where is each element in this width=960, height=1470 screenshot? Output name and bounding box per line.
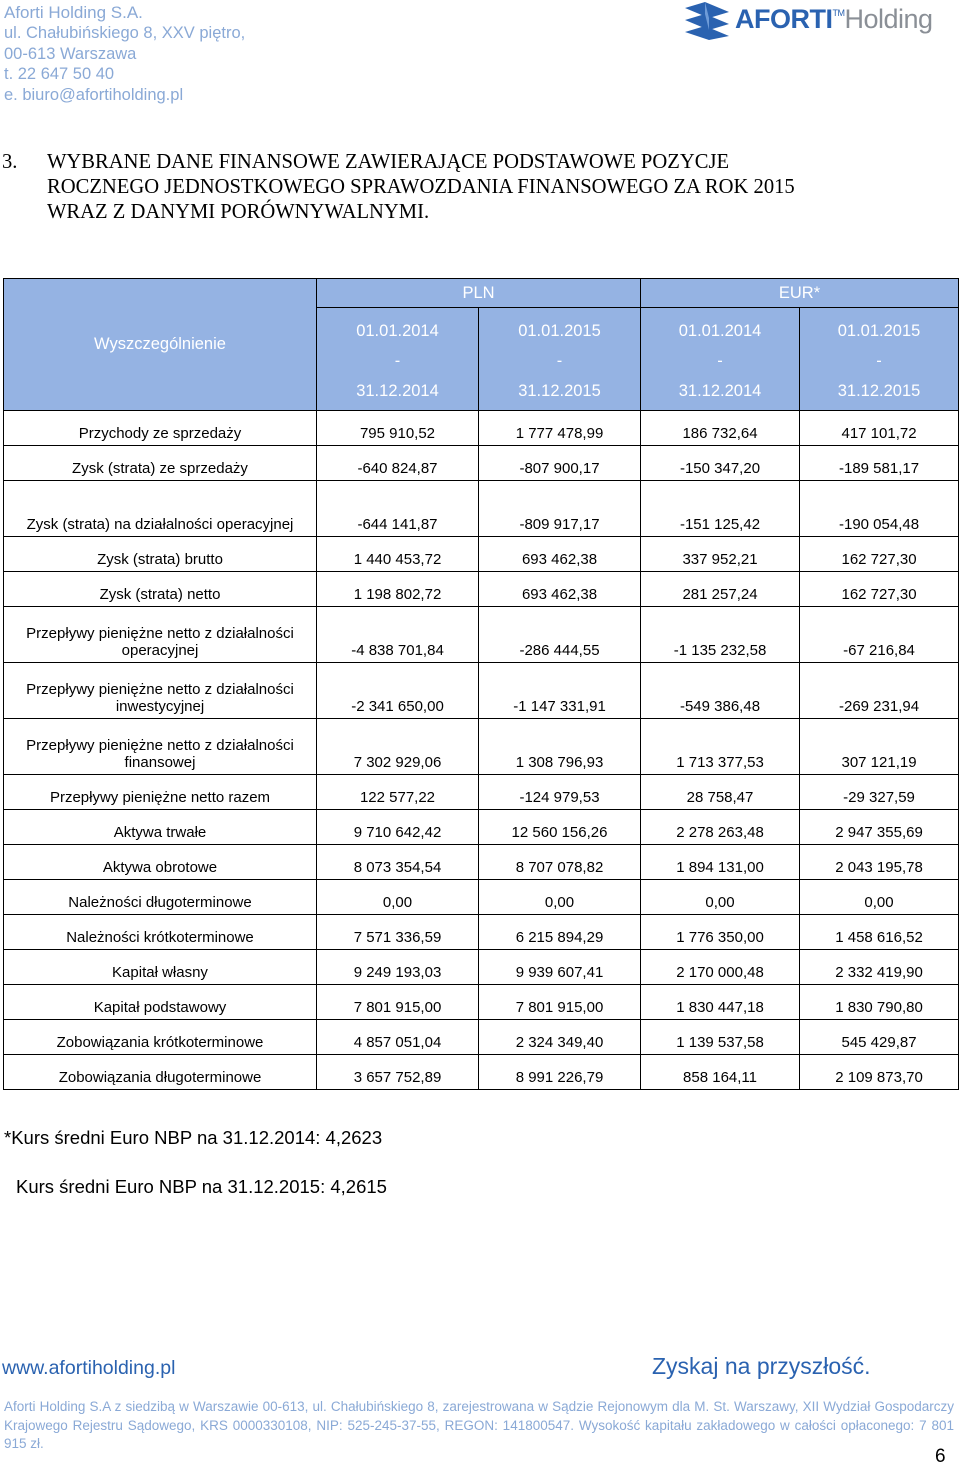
table-cell: -549 386,48 bbox=[641, 663, 800, 719]
table-cell: -644 141,87 bbox=[317, 481, 479, 537]
company-phone: t. 22 647 50 40 bbox=[4, 65, 115, 83]
column-header-period bbox=[800, 308, 959, 411]
table-cell: 8 991 226,79 bbox=[479, 1055, 641, 1090]
logo-mark-icon bbox=[683, 0, 731, 40]
row-label: Zysk (strata) ze sprzedaży bbox=[4, 446, 317, 481]
row-label: Kapitał własny bbox=[4, 950, 317, 985]
row-label: Zobowiązania długoterminowe bbox=[4, 1055, 317, 1090]
section-number: 3. bbox=[2, 151, 18, 173]
row-label: Kapitał podstawowy bbox=[4, 985, 317, 1020]
exchange-rate-note-2014: *Kurs średni Euro NBP na 31.12.2014: 4,2623 bbox=[4, 1127, 383, 1148]
table-cell: 0,00 bbox=[479, 880, 641, 915]
logo-brand: AFORTI bbox=[735, 4, 833, 34]
table-cell: 1 776 350,00 bbox=[641, 915, 800, 950]
table-cell: 1 139 537,58 bbox=[641, 1020, 800, 1055]
row-label: Przepływy pieniężne netto z działalności operacyjnej bbox=[4, 607, 317, 663]
row-label: Należności długoterminowe bbox=[4, 880, 317, 915]
table-cell: 2 332 419,90 bbox=[800, 950, 959, 985]
section-title: WYBRANE DANE FINANSOWE ZAWIERAJĄCE PODSTAWOWE POZYCJE ROCZNEGO JEDNOSTKOWEGO SPRAWOZDANIA FINANSOWEGO ZA ROK 2015 WRAZ Z DANYMI PORÓWNYWALNYMI. bbox=[47, 151, 795, 223]
aforti-logo bbox=[683, 0, 953, 40]
table-header-currency-row bbox=[4, 279, 959, 308]
table-cell: 693 462,38 bbox=[479, 572, 641, 607]
table-cell: 9 710 642,42 bbox=[317, 810, 479, 845]
table-cell: -29 327,59 bbox=[800, 775, 959, 810]
table-cell: -640 824,87 bbox=[317, 446, 479, 481]
table-row bbox=[4, 1055, 959, 1090]
row-label: Przepływy pieniężne netto z działalności finansowej bbox=[4, 719, 317, 775]
table-cell: 1 198 802,72 bbox=[317, 572, 479, 607]
row-label: Przepływy pieniężne netto z działalności inwestycyjnej bbox=[4, 663, 317, 719]
table-cell: 7 801 915,00 bbox=[317, 985, 479, 1020]
table-cell: 2 109 873,70 bbox=[800, 1055, 959, 1090]
column-header-period bbox=[641, 308, 800, 411]
row-label: Zysk (strata) brutto bbox=[4, 537, 317, 572]
footer-website-link[interactable]: www.afortiholding.pl bbox=[2, 1357, 176, 1379]
table-row bbox=[4, 775, 959, 810]
table-cell: 122 577,22 bbox=[317, 775, 479, 810]
period-from: 01.01.2014 bbox=[356, 322, 439, 340]
table-cell: 1 894 131,00 bbox=[641, 845, 800, 880]
table-row bbox=[4, 663, 959, 719]
table-cell: 12 560 156,26 bbox=[479, 810, 641, 845]
row-label: Aktywa obrotowe bbox=[4, 845, 317, 880]
table-cell: 162 727,30 bbox=[800, 572, 959, 607]
company-address-line2: 00-613 Warszawa bbox=[4, 44, 137, 63]
table-cell: 2 324 349,40 bbox=[479, 1020, 641, 1055]
table-cell: 6 215 894,29 bbox=[479, 915, 641, 950]
table-cell: 417 101,72 bbox=[800, 411, 959, 446]
period-from: 01.01.2015 bbox=[837, 322, 921, 340]
table-cell: -2 341 650,00 bbox=[317, 663, 479, 719]
table-cell: -1 147 331,91 bbox=[479, 663, 641, 719]
table-cell: 8 707 078,82 bbox=[479, 845, 641, 880]
logo-trademark: TM bbox=[832, 8, 845, 18]
logo-wordmark bbox=[735, 4, 933, 35]
column-header-spec: Wyszczególnienie bbox=[4, 279, 317, 411]
financial-data-table bbox=[3, 278, 959, 1090]
footer-legal-text: Aforti Holding S.A z siedzibą w Warszawie 00-613, ul. Chałubińskiego 8, zarejestrowana w Sądzie Rejonowym dla M. St. Warszawy, XII Wydział Gospodarczy Krajowego Rejestru Sądowego, KRS 0000330108, NIP: 525-245-37-55, REGON: 141800547. Wysokość kapitału zakładowego w całości opłaconego: 7 801 915 zł. bbox=[4, 1399, 954, 1451]
table-cell: 162 727,30 bbox=[800, 537, 959, 572]
period-from: 01.01.2015 bbox=[518, 322, 601, 340]
table-cell: 693 462,38 bbox=[479, 537, 641, 572]
column-header-pln: PLN bbox=[317, 279, 641, 308]
table-cell: 858 164,11 bbox=[641, 1055, 800, 1090]
table-cell: 28 758,47 bbox=[641, 775, 800, 810]
table-cell: 7 302 929,06 bbox=[317, 719, 479, 775]
table-cell: -150 347,20 bbox=[641, 446, 800, 481]
column-header-period bbox=[479, 308, 641, 411]
row-label: Przepływy pieniężne netto razem bbox=[4, 775, 317, 810]
table-row bbox=[4, 880, 959, 915]
row-label: Zysk (strata) netto bbox=[4, 572, 317, 607]
table-cell: 8 073 354,54 bbox=[317, 845, 479, 880]
table-row bbox=[4, 719, 959, 775]
logo-suffix: Holding bbox=[844, 4, 933, 34]
table-cell: 1 713 377,53 bbox=[641, 719, 800, 775]
page-number: 6 bbox=[935, 1446, 946, 1467]
table-cell: -190 054,48 bbox=[800, 481, 959, 537]
period-to: 31.12.2015 bbox=[518, 382, 601, 400]
company-name: Aforti Holding S.A. bbox=[4, 3, 143, 22]
table-row bbox=[4, 607, 959, 663]
column-header-period bbox=[317, 308, 479, 411]
table-cell: 186 732,64 bbox=[641, 411, 800, 446]
table-cell: -124 979,53 bbox=[479, 775, 641, 810]
table-row bbox=[4, 810, 959, 845]
table-row bbox=[4, 845, 959, 880]
table-cell: -809 917,17 bbox=[479, 481, 641, 537]
table-cell: 7 571 336,59 bbox=[317, 915, 479, 950]
table-cell: 2 170 000,48 bbox=[641, 950, 800, 985]
period-separator: - bbox=[876, 352, 882, 370]
period-separator: - bbox=[556, 352, 563, 370]
table-cell: 0,00 bbox=[317, 880, 479, 915]
table-cell: 2 278 263,48 bbox=[641, 810, 800, 845]
footer-slogan: Zyskaj na przyszłość. bbox=[652, 1353, 871, 1379]
table-cell: 307 121,19 bbox=[800, 719, 959, 775]
table-row bbox=[4, 1020, 959, 1055]
table-cell: 337 952,21 bbox=[641, 537, 800, 572]
table-row bbox=[4, 950, 959, 985]
table-row bbox=[4, 985, 959, 1020]
table-cell: 0,00 bbox=[800, 880, 959, 915]
row-label: Zysk (strata) na działalności operacyjnej bbox=[4, 481, 317, 537]
table-cell: 545 429,87 bbox=[800, 1020, 959, 1055]
period-separator: - bbox=[394, 352, 401, 370]
table-cell: 1 440 453,72 bbox=[317, 537, 479, 572]
table-row bbox=[4, 915, 959, 950]
table-cell: -286 444,55 bbox=[479, 607, 641, 663]
table-cell: -151 125,42 bbox=[641, 481, 800, 537]
table-cell: 1 777 478,99 bbox=[479, 411, 641, 446]
company-email: e. biuro@afortiholding.pl bbox=[4, 85, 184, 104]
table-cell: 1 830 790,80 bbox=[800, 985, 959, 1020]
row-label: Przychody ze sprzedaży bbox=[4, 411, 317, 446]
table-cell: 3 657 752,89 bbox=[317, 1055, 479, 1090]
table-cell: -269 231,94 bbox=[800, 663, 959, 719]
table-cell: -189 581,17 bbox=[800, 446, 959, 481]
period-from: 01.01.2014 bbox=[678, 322, 762, 340]
table-cell: 1 458 616,52 bbox=[800, 915, 959, 950]
table-cell: 795 910,52 bbox=[317, 411, 479, 446]
exchange-rate-note-2015: Kurs średni Euro NBP na 31.12.2015: 4,2615 bbox=[16, 1176, 387, 1197]
table-cell: 1 308 796,93 bbox=[479, 719, 641, 775]
table-cell: -67 216,84 bbox=[800, 607, 959, 663]
table-cell: 0,00 bbox=[641, 880, 800, 915]
table-cell: 9 939 607,41 bbox=[479, 950, 641, 985]
table-cell: 9 249 193,03 bbox=[317, 950, 479, 985]
period-to: 31.12.2014 bbox=[356, 382, 439, 400]
company-address-line1: ul. Chałubińskiego 8, XXV piętro, bbox=[4, 24, 246, 42]
period-separator: - bbox=[717, 352, 723, 370]
table-cell: 7 801 915,00 bbox=[479, 985, 641, 1020]
table-cell: 2 043 195,78 bbox=[800, 845, 959, 880]
table-cell: -1 135 232,58 bbox=[641, 607, 800, 663]
table-cell: 281 257,24 bbox=[641, 572, 800, 607]
table-cell: -4 838 701,84 bbox=[317, 607, 479, 663]
table-cell: 4 857 051,04 bbox=[317, 1020, 479, 1055]
table-row bbox=[4, 411, 959, 446]
table-row bbox=[4, 572, 959, 607]
table-cell: 2 947 355,69 bbox=[800, 810, 959, 845]
table-row bbox=[4, 481, 959, 537]
table-cell: -807 900,17 bbox=[479, 446, 641, 481]
company-contact bbox=[4, 2, 245, 105]
table-cell: 1 830 447,18 bbox=[641, 985, 800, 1020]
period-to: 31.12.2015 bbox=[837, 382, 921, 400]
column-header-eur: EUR* bbox=[641, 279, 959, 308]
table-row bbox=[4, 537, 959, 572]
table-row bbox=[4, 446, 959, 481]
row-label: Zobowiązania krótkoterminowe bbox=[4, 1020, 317, 1055]
row-label: Aktywa trwałe bbox=[4, 810, 317, 845]
row-label: Należności krótkoterminowe bbox=[4, 915, 317, 950]
period-to: 31.12.2014 bbox=[678, 382, 762, 400]
